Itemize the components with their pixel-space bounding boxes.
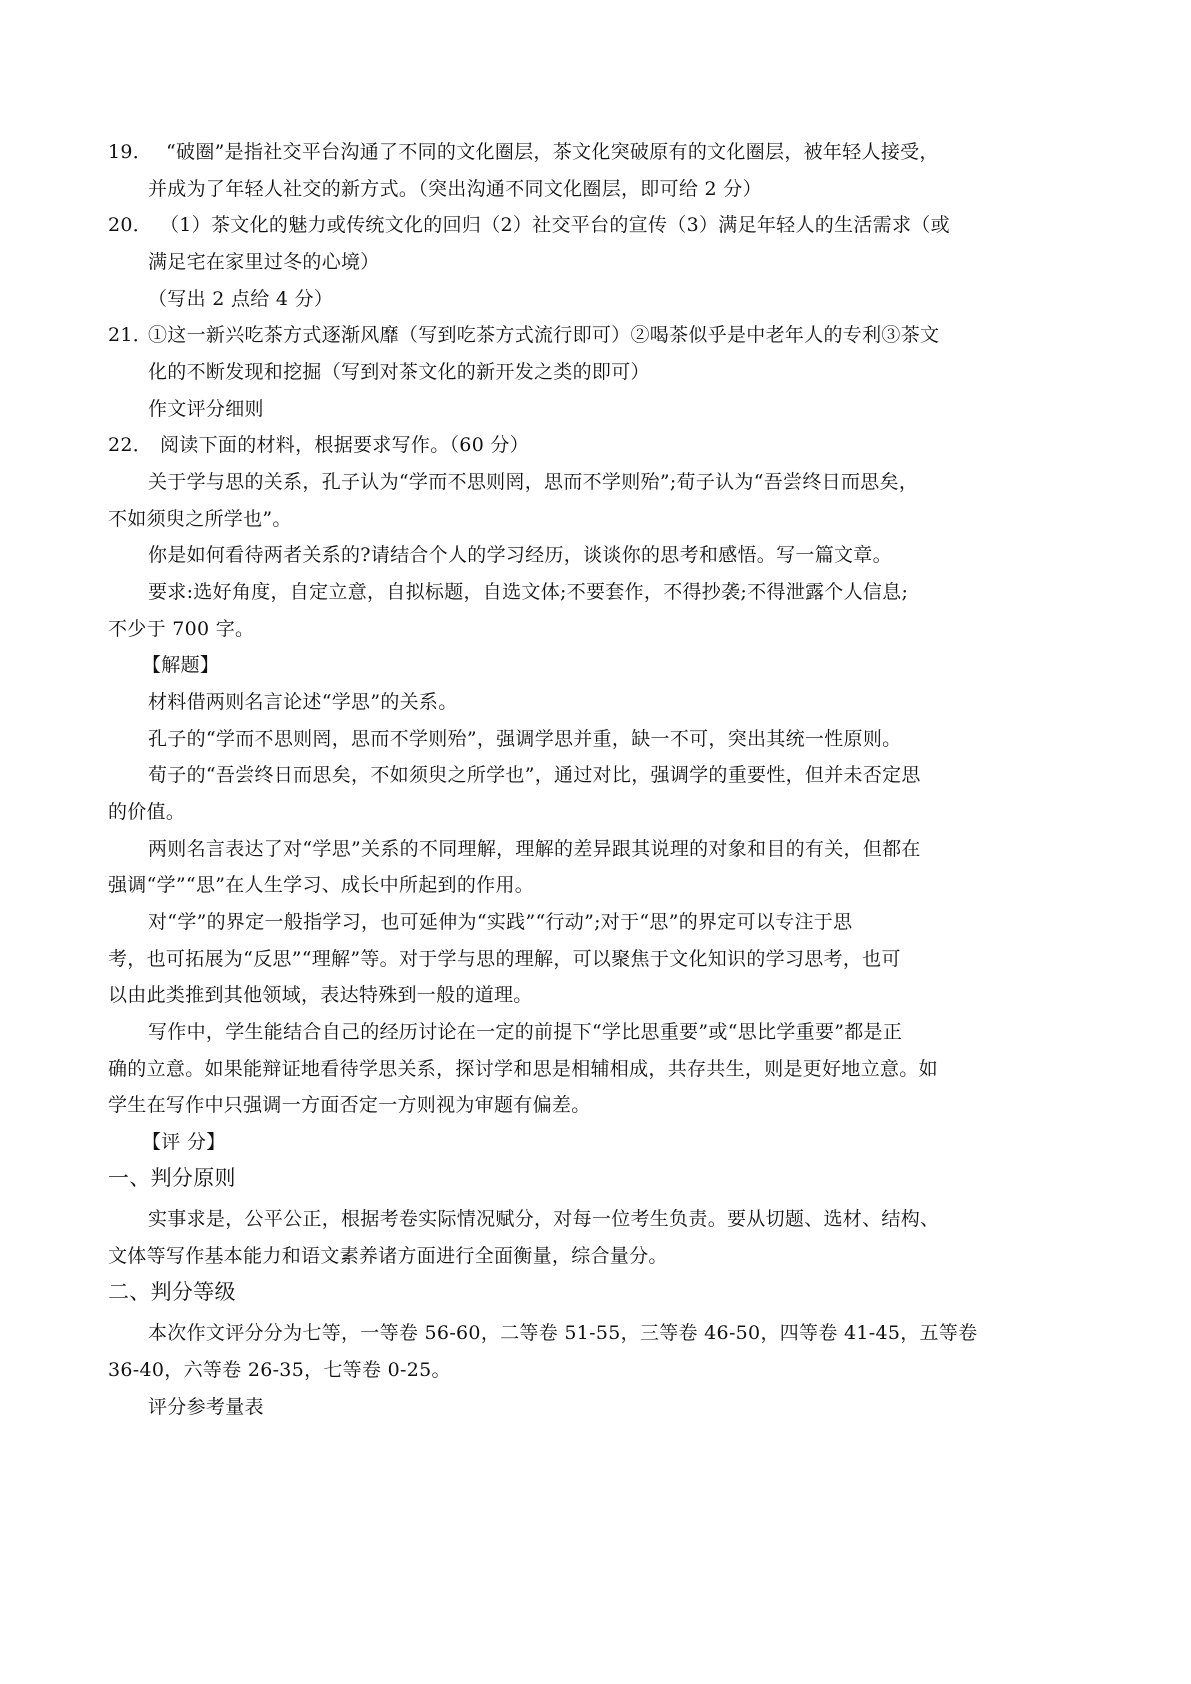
q20-line2: 满足宅在家里过冬的心境）	[148, 251, 380, 273]
q20-line1	[108, 213, 950, 237]
pingfen-title: 【评 分】	[142, 1131, 226, 1153]
q19-number: 19．	[108, 141, 153, 163]
section1-heading: 一、判分原则	[108, 1166, 236, 1190]
q22-number: 22．	[108, 434, 153, 456]
section2-line2: 36-40，六等卷 26-35，七等卷 0-25。	[108, 1359, 451, 1381]
q20-text: （1）茶文化的魅力或传统文化的回归（2）社交平台的宣传（3）满足年轻人的生活需求（或	[160, 214, 950, 236]
q22-requirements-line2: 不少于 700 字。	[108, 618, 255, 640]
q20-line3: （写出 2 点给 4 分）	[148, 288, 334, 310]
score-table-title: 评分参考量表	[148, 1396, 264, 1418]
jieti-p3-line1: 荀子的“吾尝终日而思矣，不如须臾之所学也”，通过对比，强调学的重要性，但并未否定思	[148, 764, 921, 786]
jieti-p3-line2: 的价值。	[108, 801, 186, 823]
jieti-p6-line1: 写作中，学生能结合自己的经历讨论在一定的前提下“学比思重要”或“思比学重要”都是正	[148, 1021, 903, 1043]
jieti-p1: 材料借两则名言论述“学思”的关系。	[148, 691, 458, 713]
jieti-p6-line2: 确的立意。如果能辩证地看待学思关系，探讨学和思是相辅相成，共存共生，则是更好地立意。如	[108, 1058, 938, 1080]
q21-line2: 化的不断发现和挖掘（写到对茶文化的新开发之类的即可）	[148, 361, 650, 383]
q22-requirements-line1: 要求:选好角度，自定立意，自拟标题，自选文体;不要套作，不得抄袭;不得泄露个人信息;	[148, 581, 909, 603]
jieti-p5-line3: 以由此类推到其他领域，表达特殊到一般的道理。	[108, 984, 533, 1006]
q22-prompt: 你是如何看待两者关系的?请结合个人的学习经历，谈谈你的思考和感悟。写一篇文章。	[148, 544, 892, 566]
q19-line1	[108, 140, 939, 164]
section2-heading: 二、判分等级	[108, 1280, 236, 1304]
section2-line1: 本次作文评分分为七等，一等卷 56-60，二等卷 51-55，三等卷 46-50，四等卷 41-45，五等卷	[148, 1322, 978, 1344]
jieti-p4-line1: 两则名言表达了对“学思”关系的不同理解，理解的差异跟其说理的对象和目的有关，但都在	[148, 838, 921, 860]
jieti-p2: 孔子的“学而不思则罔，思而不学则殆”，强调学思并重，缺一不可，突出其统一性原则。	[148, 728, 902, 750]
jieti-p5-line2: 考，也可拓展为“反思”“理解”等。对于学与思的理解，可以聚焦于文化知识的学习思考，也可	[108, 948, 901, 970]
q20-number: 20．	[108, 214, 153, 236]
jieti-p5-line1: 对“学”的界定一般指学习，也可延伸为“实践”“行动”;对于“思”的界定可以专注于思	[148, 911, 853, 933]
q22-text: 阅读下面的材料，根据要求写作。（60 分）	[160, 434, 530, 456]
q19-text: “破圈”是指社交平台沟通了不同的文化圈层，茶文化突破原有的文化圈层，被年轻人接受，	[166, 141, 939, 163]
section1-line2: 文体等写作基本能力和语文素养诸方面进行全面衡量，综合量分。	[108, 1245, 668, 1267]
q21-text: ①这一新兴吃茶方式逐渐风靡（写到吃茶方式流行即可）②喝茶似乎是中老年人的专利③茶文	[148, 324, 940, 346]
jieti-p6-line3: 学生在写作中只强调一方面否定一方则视为审题有偏差。	[108, 1094, 591, 1116]
jieti-title: 【解题】	[142, 654, 220, 676]
essay-rules-title: 作文评分细则	[148, 398, 264, 420]
q21-line1	[108, 323, 939, 347]
section1-line1: 实事求是，公平公正，根据考卷实际情况赋分，对每一位考生负责。要从切题、选材、结构、	[148, 1208, 940, 1230]
jieti-p4-line2: 强调“学”“思”在人生学习、成长中所起到的作用。	[108, 874, 535, 896]
q19-line2: 并成为了年轻人社交的新方式。（突出沟通不同文化圈层，即可给 2 分）	[148, 178, 762, 200]
q22-material-line2: 不如须臾之所学也”。	[108, 508, 292, 530]
q21-number: 21．	[108, 324, 153, 346]
q22-material-line1: 关于学与思的关系，孔子认为“学而不思则罔，思而不学则殆”;荀子认为“吾尝终日而思矣，	[148, 471, 919, 493]
q22-line1	[108, 433, 529, 457]
